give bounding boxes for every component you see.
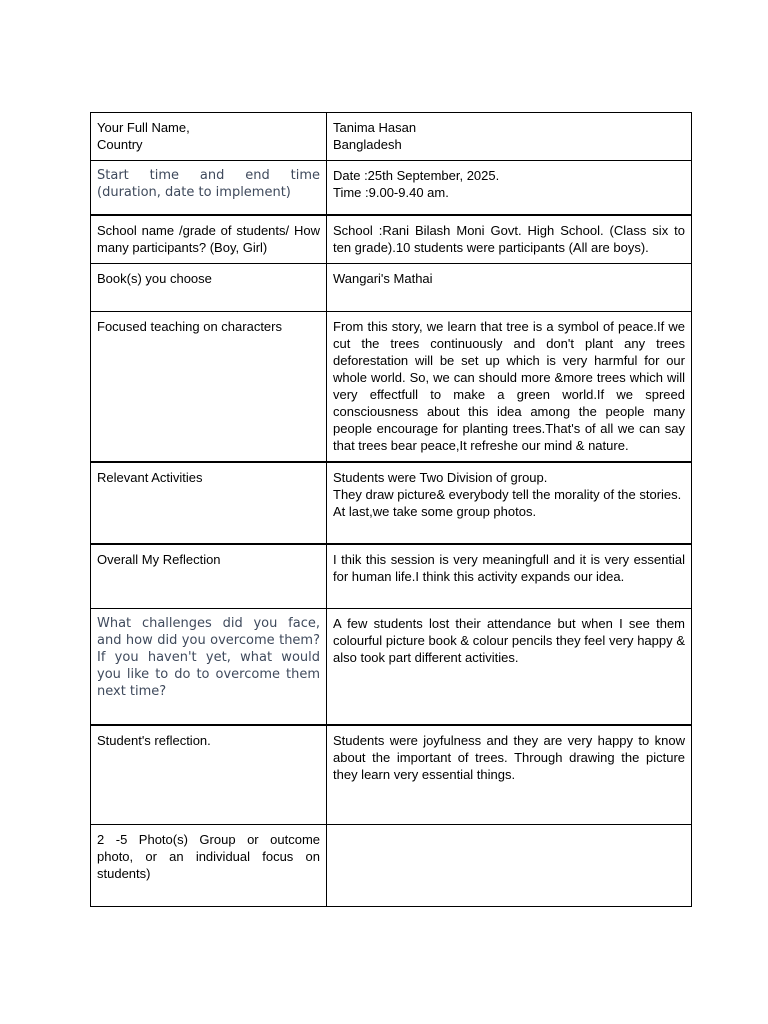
name-country-value — [327, 113, 692, 161]
book-label: Book(s) you choose — [91, 264, 327, 312]
school-value: School :Rani Bilash Moni Govt. High School. (Class six to ten grade).10 students were participants (All are boys). — [327, 215, 692, 264]
time-value: Time :9.00-9.40 am. — [333, 185, 449, 200]
challenges-label: What challenges did you face, and how did you overcome them? If you haven't yet, what would you like to do to overcome them next time? — [91, 609, 327, 725]
country-value: Bangladesh — [333, 137, 402, 152]
activities-label: Relevant Activities — [91, 462, 327, 544]
table-row — [91, 264, 692, 312]
table-row — [91, 462, 692, 544]
table-row — [91, 725, 692, 825]
activities-value — [327, 462, 692, 544]
name-country-label — [91, 113, 327, 161]
activity-report-table — [90, 112, 692, 907]
reflection-label: Overall My Reflection — [91, 544, 327, 609]
student-reflection-value: Students were joyfulness and they are very happy to know about the important of trees. Through drawing the picture they learn very essential things. — [327, 725, 692, 825]
table-row — [91, 609, 692, 725]
table-row — [91, 113, 692, 161]
full-name-value: Tanima Hasan — [333, 120, 417, 135]
activity-line: At last,we take some group photos. — [333, 503, 537, 519]
school-label: School name /grade of students/ How many participants? (Boy, Girl) — [91, 215, 327, 264]
date-value: Date :25th September, 2025. — [333, 168, 500, 183]
student-reflection-label: Student's reflection. — [91, 725, 327, 825]
activity-line: They draw picture& everybody tell the morality of the stories. — [333, 486, 682, 502]
focused-teaching-label: Focused teaching on characters — [91, 312, 327, 462]
duration-label: Start time and end time (duration, date to implement) — [91, 161, 327, 215]
activity-line: Students were Two Division of group. — [333, 469, 548, 485]
table-row — [91, 825, 692, 907]
book-value: Wangari's Mathai — [327, 264, 692, 312]
challenges-value: A few students lost their attendance but when I see them colourful picture book & colour pencils they feel very happy & also took part different activities. — [327, 609, 692, 725]
photos-label: 2 -5 Photo(s) Group or outcome photo, or an individual focus on students) — [91, 825, 327, 907]
duration-value — [327, 161, 692, 215]
reflection-value: I thik this session is very meaningfull and it is very essential for human life.I think this activity expands our idea. — [327, 544, 692, 609]
table-row — [91, 544, 692, 609]
label-line: Country — [97, 137, 143, 152]
table-row — [91, 312, 692, 462]
focused-teaching-value: From this story, we learn that tree is a symbol of peace.If we cut the trees continuously and don't plant any trees deforestation will be set up which is very harmful for our whole world. So, we can should more &more trees which will very effectfull to make a green world.If we spreed consciousness about this idea among the people many people encourage for planting trees.That's of all we can say that trees bear peace,It refreshe our mind & nature. — [327, 312, 692, 462]
table-row — [91, 161, 692, 215]
table-row — [91, 215, 692, 264]
photos-value — [327, 825, 692, 907]
label-line: Your Full Name, — [97, 120, 190, 135]
